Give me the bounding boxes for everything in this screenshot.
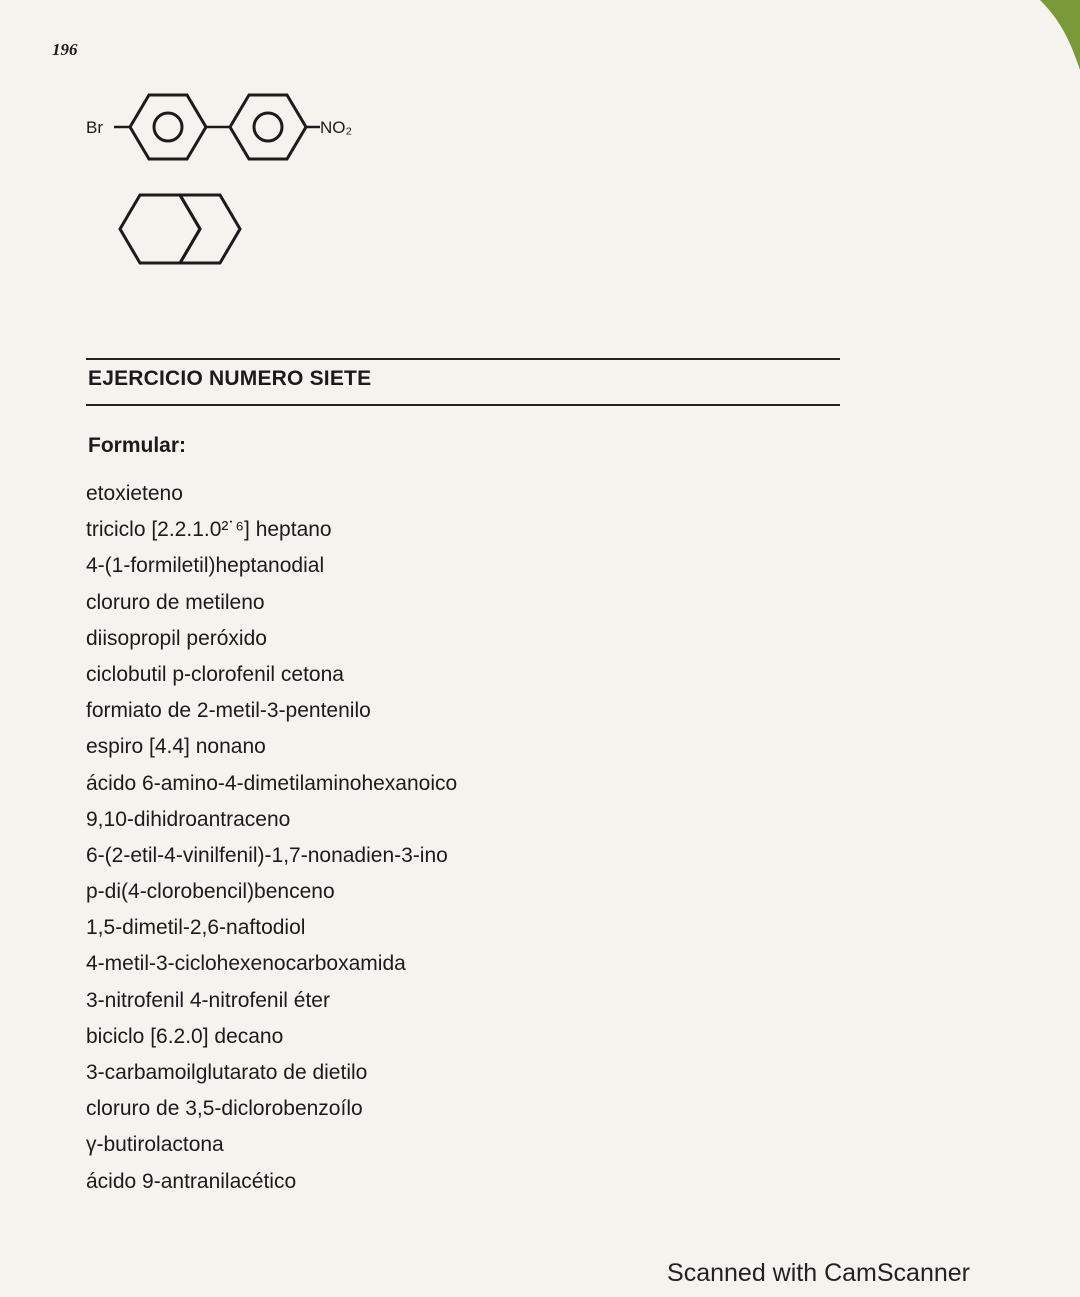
benzene-ring-left [130, 95, 206, 159]
list-item: ácido 9-antranilacético [86, 1169, 297, 1193]
bottom-rule [86, 404, 840, 406]
list-item: ácido 6-amino-4-dimetilaminohexanoico [86, 771, 458, 795]
list-item: diisopropil peróxido [86, 626, 267, 650]
page-number: 196 [52, 40, 78, 59]
formular-label: Formular: [88, 434, 187, 457]
top-rule [86, 358, 840, 360]
decalin-ring-left [120, 195, 200, 263]
list-item: 3-nitrofenil 4-nitrofenil éter [86, 988, 330, 1012]
benzene-ring-right [230, 95, 306, 159]
list-item: 1,5-dimetil-2,6-naftodiol [86, 916, 306, 940]
list-item: p-di(4-clorobencil)benceno [86, 880, 335, 904]
list-item: etoxieteno [86, 482, 183, 505]
list-item: triciclo [2.2.1.0²˙⁶] heptano [86, 518, 332, 542]
bromo-label: Br [86, 118, 103, 137]
list-item: 4-metil-3-ciclohexenocarboxamida [86, 952, 406, 976]
chemical-structures [80, 88, 400, 278]
nitro-label: NO₂ [320, 118, 353, 137]
aromatic-circle-left [154, 113, 182, 141]
list-item: 9,10-dihidroantraceno [86, 807, 291, 831]
list-item: γ-butirolactona [86, 1133, 224, 1157]
list-item: espiro [4.4] nonano [86, 735, 266, 759]
list-item: 6-(2-etil-4-vinilfenil)-1,7-nonadien-3-ino [86, 843, 448, 867]
list-item: cloruro de 3,5-diclorobenzoílo [86, 1097, 363, 1121]
decalin-ring-right [180, 195, 240, 263]
list-item: cloruro de metileno [86, 590, 265, 614]
aromatic-circle-right [254, 113, 282, 141]
list-item: 3-carbamoilglutarato de dietilo [86, 1061, 368, 1084]
list-item: 4-(1-formiletil)heptanodial [86, 554, 325, 578]
list-item: ciclobutil p-clorofenil cetona [86, 662, 344, 686]
scanner-credit: Scanned with CamScanner [667, 1259, 970, 1287]
corner-leaf-icon [1020, 0, 1080, 90]
compound-list [86, 480, 686, 1204]
list-item: formiato de 2-metil-3-pentenilo [86, 699, 371, 723]
section-title: EJERCICIO NUMERO SIETE [88, 367, 372, 390]
list-item: biciclo [6.2.0] decano [86, 1024, 284, 1048]
